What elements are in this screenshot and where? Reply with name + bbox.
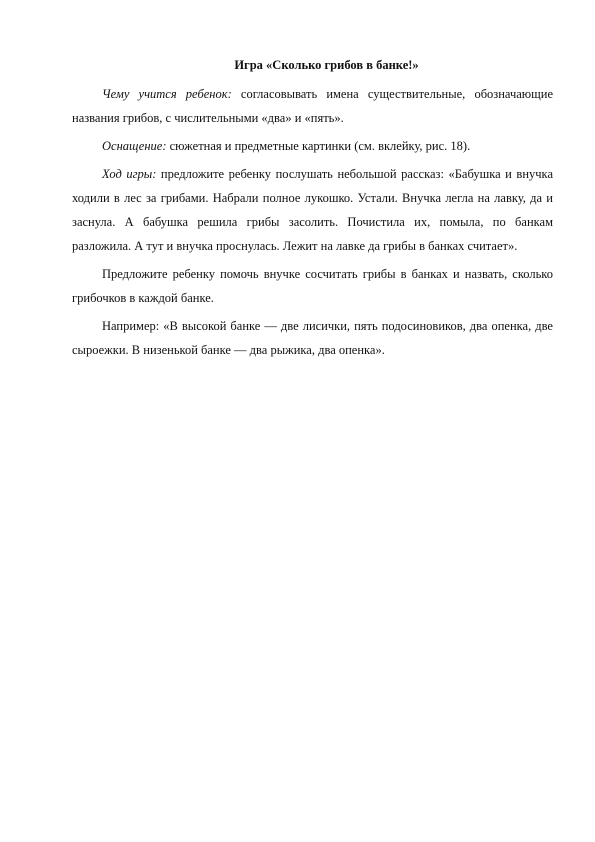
paragraph-text: согласовывать имена существительные, обозначающие названия грибов, с числительными «два» и «пять». [72,87,554,125]
paragraph-text: Предложите ребенку помочь внучке сосчитать грибы в банках и назвать, сколько грибочков в каждой банке. [72,267,553,305]
paragraph-text: предложите ребенку послушать небольшой рассказ: «Бабушка и внучка ходили в лес за грибами. Набрали полное лукошко. Устали. Внучка легла на лавку, да и заснула. А бабушка решила грибы засолить. Почистила их, помыла, по банкам разложила. А тут и внучка проснулась. Лежит на лавке да грибы в банках считает». [72,167,553,253]
paragraph-instruction [72,262,553,310]
paragraph-label: Ход игры: [102,167,157,181]
document-body [72,56,553,366]
paragraph-game-course [72,162,553,258]
paragraph-learning-goal [72,82,553,130]
paragraph-label: Чему учится ребенок: [102,87,232,101]
paragraph-example [72,314,553,362]
paragraph-text: сюжетная и предметные картинки (см. вклейку, рис. 18). [166,139,471,153]
paragraph-label: Оснащение: [102,139,167,153]
document-title: Игра «Сколько грибов в банке!» [234,58,419,72]
paragraph-equipment [72,134,553,158]
paragraph-text: Например: «В высокой банке — две лисички, пять подосиновиков, два опенка, две сыроежки. В низенькой банке — два рыжика, два опенка». [72,319,553,357]
